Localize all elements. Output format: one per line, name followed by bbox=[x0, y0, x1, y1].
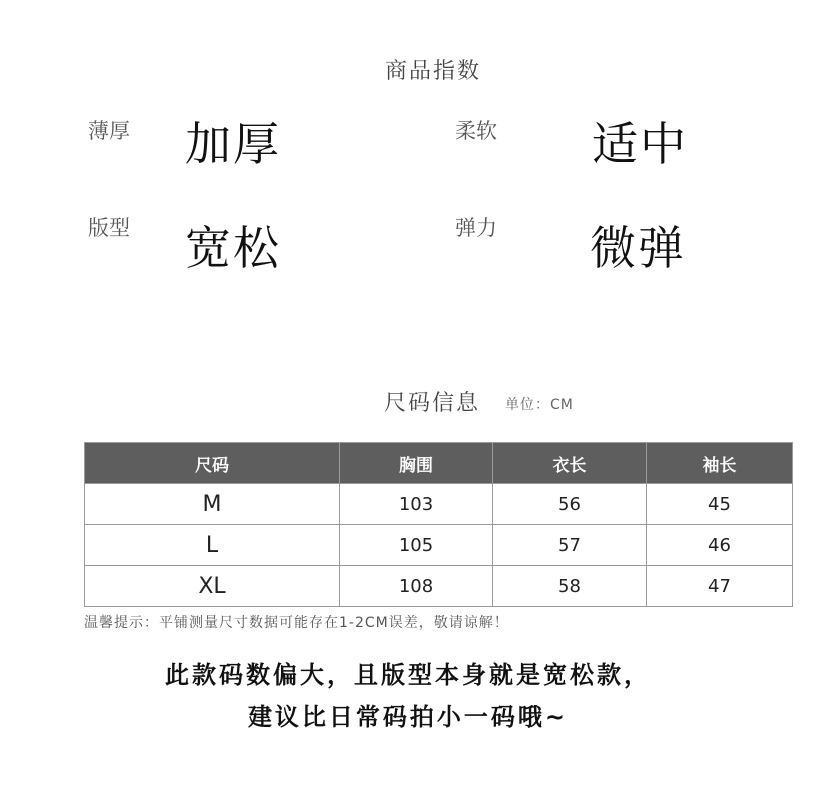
chest-cell: 108 bbox=[340, 566, 493, 607]
size-cell: L bbox=[85, 525, 340, 566]
header-size: 尺码 bbox=[85, 443, 340, 484]
length-cell: 57 bbox=[493, 525, 647, 566]
size-info-title: 尺码信息 bbox=[384, 391, 481, 416]
elasticity-value: 微弹 bbox=[590, 221, 686, 275]
table-row bbox=[85, 525, 793, 566]
softness-value: 适中 bbox=[592, 117, 688, 171]
fit-value: 宽松 bbox=[185, 221, 281, 275]
length-cell: 58 bbox=[493, 566, 647, 607]
header-chest: 胸围 bbox=[340, 443, 493, 484]
elasticity-label: 弹力 bbox=[455, 216, 497, 240]
thickness-value: 加厚 bbox=[185, 117, 281, 171]
size-cell: XL bbox=[85, 566, 340, 607]
sleeve-cell: 45 bbox=[647, 484, 793, 525]
length-cell: 56 bbox=[493, 484, 647, 525]
unit-label: 单位：CM bbox=[505, 397, 574, 413]
fit-label: 版型 bbox=[88, 216, 130, 240]
header-length: 衣长 bbox=[493, 443, 647, 484]
table-header-row bbox=[85, 443, 793, 484]
size-tip-line1: 此款码数偏大，且版型本身就是宽松款， bbox=[165, 661, 651, 689]
chest-cell: 103 bbox=[340, 484, 493, 525]
sleeve-cell: 46 bbox=[647, 525, 793, 566]
measurement-note: 温馨提示：平铺测量尺寸数据可能存在1-2CM误差，敬请谅解！ bbox=[84, 615, 509, 631]
size-tip-line2: 建议比日常码拍小一码哦~ bbox=[247, 703, 569, 731]
product-index-title: 商品指数 bbox=[385, 59, 482, 84]
table-row bbox=[85, 566, 793, 607]
header-sleeve: 袖长 bbox=[647, 443, 793, 484]
softness-label: 柔软 bbox=[455, 119, 497, 143]
table-row bbox=[85, 484, 793, 525]
size-table bbox=[84, 442, 793, 607]
sleeve-cell: 47 bbox=[647, 566, 793, 607]
chest-cell: 105 bbox=[340, 525, 493, 566]
thickness-label: 薄厚 bbox=[88, 119, 130, 143]
size-cell: M bbox=[85, 484, 340, 525]
